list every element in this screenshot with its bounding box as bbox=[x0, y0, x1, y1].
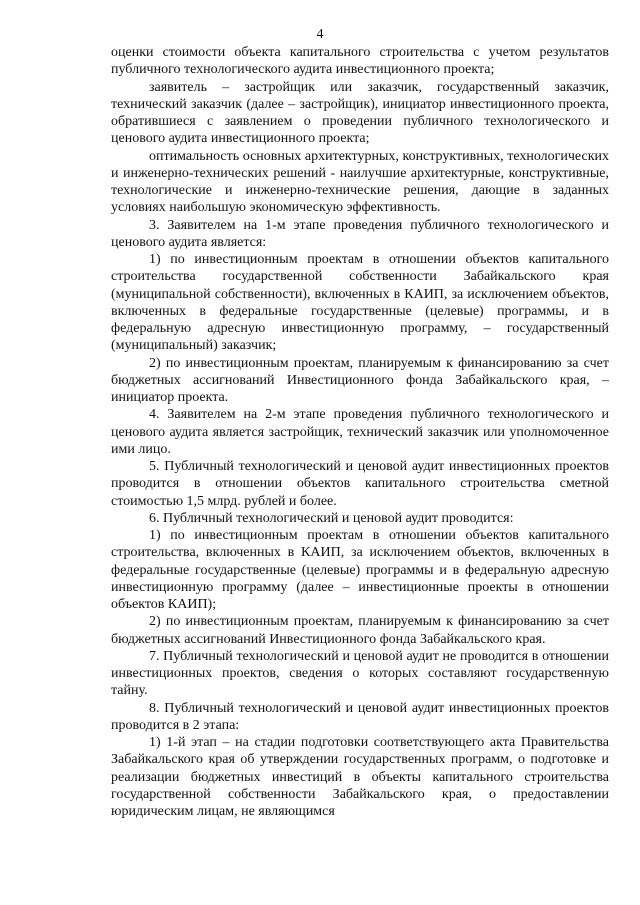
paragraph-3: оптимальность основных архитектурных, конструктивных, технологических и инженерно-технических решений - наилучшие архитектурные, конструктивные, технологические и инженерно-технические решения, дающие в заданных условиях наибольшую экономическую эффективность. bbox=[111, 148, 609, 216]
paragraph-10: 1) по инвестиционным проектам в отношении объектов капитального строительства, включенных в КАИП, за исключением объектов, включенных в федеральные государственные (целевые) программы и в федеральную адресную инвестиционную программу (далее – инвестиционные проекты в отношении объектов КАИП); bbox=[111, 528, 609, 612]
paragraph-9: 6. Публичный технологический и ценовой аудит проводится: bbox=[149, 510, 514, 526]
paragraph-4: 3. Заявителем на 1-м этапе проведения публичного технологического и ценового аудита является: bbox=[111, 217, 609, 250]
paragraph-11: 2) по инвестиционным проектам, планируемым к финансированию за счет бюджетных ассигнований Инвестиционного фонда Забайкальского края. bbox=[111, 614, 609, 647]
paragraph-2: заявитель – застройщик или заказчик, государственный заказчик, технический заказчик (далее – застройщик), инициатор инвестиционного проекта, обратившиеся с заявлением о проведении публичного технологического и ценового аудита инвестиционного проекта; bbox=[111, 79, 609, 147]
paragraph-5: 1) по инвестиционным проектам в отношении объектов капитального строительства государственной собственности Забайкальского края (муниципальной собственности), включенных в КАИП, за исключением объектов, включенных в федеральные государственные (целевые) программы, и в федеральную адресную инвестиционную программу, – государственный (муниципальный) заказчик; bbox=[111, 252, 609, 354]
paragraph-14: 1) 1-й этап – на стадии подготовки соответствующего акта Правительства Забайкальского края об утверждении государственных программ, о подготовке и реализации бюджетных инвестиций в объекты капитального строительства государственной собственности Забайкальского края, о предоставлении юридическим лицам, не являющимся bbox=[111, 735, 609, 819]
page-number: 4 bbox=[316, 27, 324, 42]
paragraph-6: 2) по инвестиционным проектам, планируемым к финансированию за счет бюджетных ассигнований Инвестиционного фонда Забайкальского края, – инициатор проекта. bbox=[111, 355, 609, 405]
paragraph-12: 7. Публичный технологический и ценовой аудит не проводится в отношении инвестиционных проектов, сведения о которых составляют государственную тайну. bbox=[111, 648, 609, 699]
paragraph-8: 5. Публичный технологический и ценовой аудит инвестиционных проектов проводится в отношении объектов капитального строительства сметной стоимостью 1,5 млрд. рублей и более. bbox=[111, 459, 609, 509]
paragraph-13: 8. Публичный технологический и ценовой аудит инвестиционных проектов проводится в 2 этапа: bbox=[111, 700, 609, 733]
paragraph-7: 4. Заявителем на 2-м этапе проведения публичного технологического и ценового аудита является застройщик, технический заказчик или уполномоченное ими лицо. bbox=[111, 407, 609, 457]
document-body bbox=[111, 44, 609, 820]
paragraph-1: оценки стоимости объекта капитального строительства с учетом результатов публичного технологического аудита инвестиционного проекта; bbox=[111, 45, 609, 78]
